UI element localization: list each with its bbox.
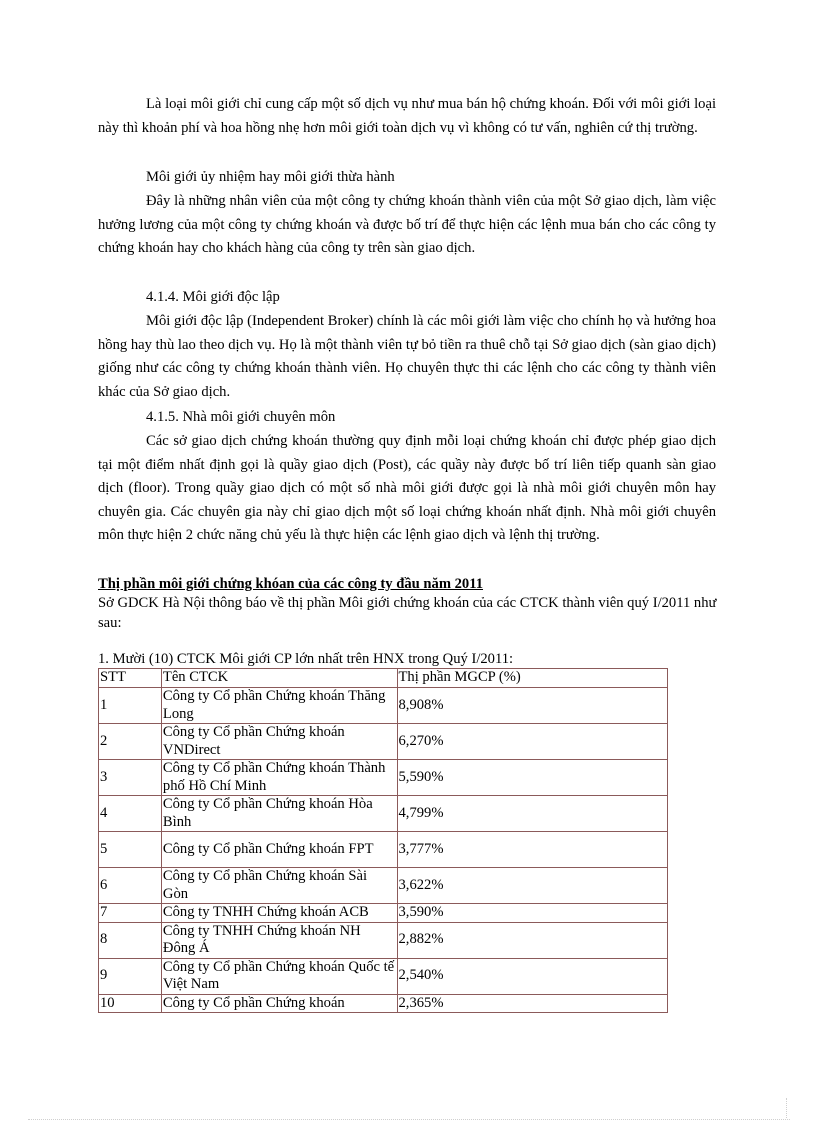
paragraph-floor-broker: Đây là những nhân viên của một công ty chứng khoán thành viên của một Sở giao dịch, làm việc hưởng lương của một công ty chứng khoán và được bố trí để thực hiện các lệnh mua bán cho các công ty chứng khoán hay cho khách hàng của công ty trên sàn giao dịch. [98,193,716,257]
row-stt: 4 [99,796,162,832]
row-stt: 10 [99,994,162,1013]
table-row [99,760,668,796]
row-company-name: Công ty Cổ phần Chứng khoán [161,994,397,1013]
row-stt: 7 [99,904,162,923]
paragraph-limited-broker: Là loại môi giới chỉ cung cấp một số dịch vụ như mua bán hộ chứng khoán. Đối với môi giới loại này thì khoản phí và hoa hồng nhẹ hơn môi giới toàn dịch vụ vì không có tư vấn, nghiên cứ thị trường. [98,96,716,136]
row-market-share: 2,882% [397,922,668,958]
row-stt: 8 [99,922,162,958]
row-company-name: Công ty Cổ phần Chứng khoán Sài Gòn [161,868,397,904]
row-market-share: 3,590% [397,904,668,923]
heading-specialist-broker: 4.1.5. Nhà môi giới chuyên môn [146,409,336,425]
row-stt: 1 [99,688,162,724]
table-row [99,922,668,958]
top-brokers-list-title: 1. Mười (10) CTCK Môi giới CP lớn nhất trên HNX trong Quý I/2011: [98,651,514,667]
table-row [99,958,668,994]
row-company-name: Công ty TNHH Chứng khoán ACB [161,904,397,923]
row-market-share: 2,365% [397,994,668,1013]
header-stt: STT [99,669,162,688]
page-bottom-divider [28,1119,790,1120]
row-market-share: 3,622% [397,868,668,904]
table-row [99,904,668,923]
row-market-share: 5,590% [397,760,668,796]
table-row [99,868,668,904]
paragraph-independent-broker: Môi giới độc lập (Independent Broker) chính là các môi giới làm việc cho chính họ và hưởng hoa hồng hay thù lao theo dịch vụ. Họ là một thành viên tự bỏ tiền ra thuê chỗ tại Sở giao dịch (sàn giao dịch) giống như các công ty chứng khoán thành viên. Họ chuyên thực thi các lệnh cho các công ty thành viên khác của Sở giao dịch. [98,313,716,400]
table-row [99,796,668,832]
paragraph-specialist-broker: Các sở giao dịch chứng khoán thường quy định mỗi loại chứng khoán chỉ được phép giao dịch tại một điểm nhất định gọi là quầy giao dịch (Post), các quầy này được bố trí liên tiếp quanh sàn giao dịch (floor). Trong quầy giao dịch có một số nhà môi giới được gọi là nhà môi giới chuyên môn hay chuyên gia. Các chuyên gia này chỉ giao dịch một số loại chứng khoán nhất định. Nhà môi giới chuyên môn thực hiện 2 chức năng chủ yếu là thực hiện các lệnh giao dịch và lệnh thị trường. [98,433,716,544]
row-stt: 5 [99,832,162,868]
row-market-share: 6,270% [397,724,668,760]
heading-independent-broker: 4.1.4. Môi giới độc lập [146,289,280,305]
row-market-share: 2,540% [397,958,668,994]
row-company-name: Công ty Cổ phần Chứng khoán Hòa Bình [161,796,397,832]
row-company-name: Công ty Cổ phần Chứng khoán Quốc tế Việt Nam [161,958,397,994]
table-row [99,724,668,760]
header-company-name: Tên CTCK [161,669,397,688]
row-stt: 6 [99,868,162,904]
table-row [99,994,668,1013]
row-company-name: Công ty Cổ phần Chứng khoán FPT [161,832,397,868]
row-company-name: Công ty TNHH Chứng khoán NH Đông Á [161,922,397,958]
row-company-name: Công ty Cổ phần Chứng khoán Thành phố Hồ Chí Minh [161,760,397,796]
section-title: Thị phần môi giới chứng khóan của các công ty đầu năm 2011 [98,576,484,592]
table-row [99,832,668,868]
row-stt: 9 [99,958,162,994]
heading-floor-broker: Môi giới ủy nhiệm hay môi giới thừa hành [146,169,395,185]
page-corner-mark [786,1098,788,1118]
table-row [99,688,668,724]
broker-market-share-table [98,668,668,1013]
row-company-name: Công ty Cổ phần Chứng khoán VNDirect [161,724,397,760]
row-market-share: 4,799% [397,796,668,832]
row-market-share: 3,777% [397,832,668,868]
row-stt: 2 [99,724,162,760]
row-market-share: 8,908% [397,688,668,724]
row-company-name: Công ty Cổ phần Chứng khoán Thăng Long [161,688,397,724]
row-stt: 3 [99,760,162,796]
table-header-row [99,669,668,688]
market-share-notice: Sở GDCK Hà Nội thông báo về thị phần Môi giới chứng khoán của các CTCK thành viên quý I/2011 như sau: [98,595,717,631]
header-market-share: Thị phần MGCP (%) [397,669,668,688]
